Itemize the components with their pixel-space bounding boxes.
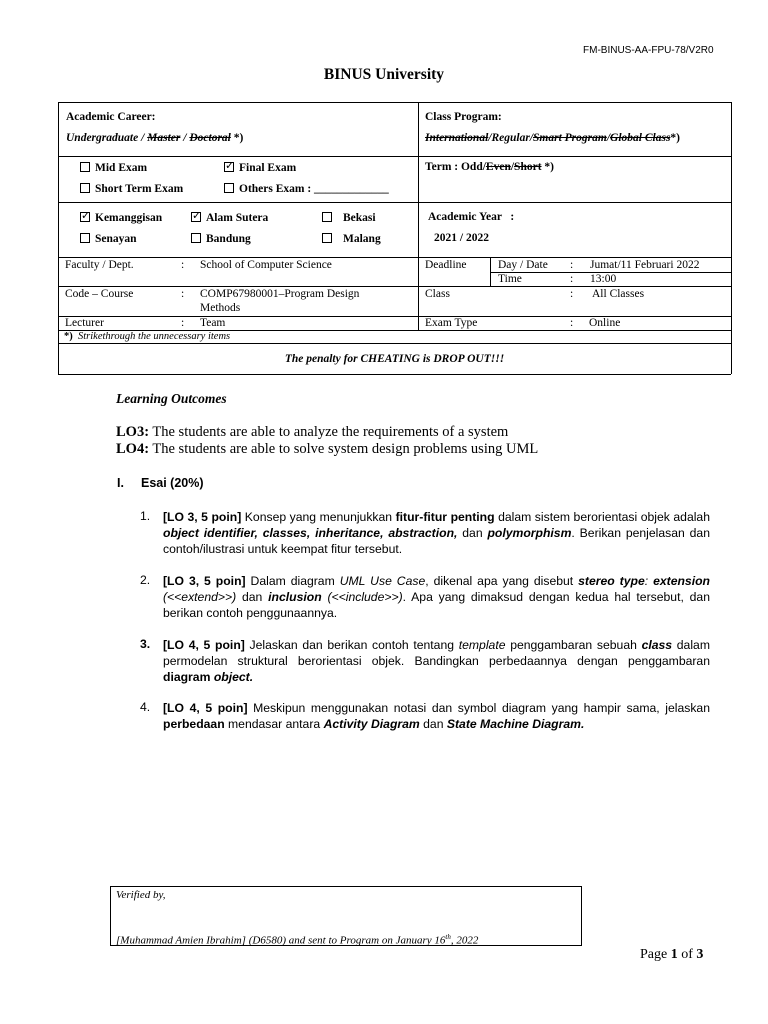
checkbox-checked-icon	[80, 212, 90, 222]
class-value: All Classes	[592, 288, 645, 300]
lecturer-label: Lecturer	[65, 317, 104, 329]
question-3-number: 3.	[140, 637, 151, 651]
checkbox-unchecked-icon	[322, 233, 332, 243]
question-4-text: [LO 4, 5 poin] Meskipun menggunakan notasi dan symbol diagram yang hampir sama, jelaskan perbedaan mendasar antara Activity Diagram dan State Machine Diagram.	[163, 701, 710, 731]
verified-text: [Muhammad Amien Ibrahim] (D6580) and sent to Program on January 16th, 2022	[116, 933, 479, 947]
campus-senayan-option[interactable]: Senayan	[80, 232, 137, 245]
section-title: Esai (20%)	[141, 476, 204, 490]
code-course-colon: :	[181, 288, 185, 300]
exam-type-label: Exam Type	[425, 317, 478, 329]
checkbox-unchecked-icon	[80, 183, 90, 193]
campus-bekasi-option[interactable]: Bekasi	[322, 211, 376, 224]
exam-type-colon: :	[570, 317, 574, 329]
campus-alam-sutera-option[interactable]: ✓ Alam Sutera	[191, 211, 268, 224]
lecturer-value: Team	[200, 317, 226, 329]
deadline-label: Deadline	[425, 259, 467, 271]
academic-career-label: Academic Career:	[66, 111, 156, 123]
academic-year-label: Academic Year :	[428, 211, 515, 223]
code-course-value-line2: Methods	[200, 302, 241, 314]
time-value: 13:00	[590, 273, 617, 285]
question-4-number: 4.	[140, 700, 151, 714]
lo4-text: LO4: The students are able to solve system design problems using UML	[116, 441, 539, 457]
final-exam-option[interactable]: ✓ Final Exam	[224, 161, 296, 174]
day-date-label: Day / Date	[498, 259, 548, 271]
code-course-label: Code – Course	[65, 288, 134, 300]
question-3-text: [LO 4, 5 poin] Jelaskan dan berikan contoh tentang template penggambaran sebuah class dalam permodelan struktural berorientasi objek. Bandingkan perbedaannya dengan penggambaran diagram object.	[163, 638, 710, 684]
checkbox-checked-icon	[191, 212, 201, 222]
faculty-colon: :	[181, 259, 185, 271]
academic-career-value: Undergraduate / Master / Doctoral *)	[66, 132, 244, 144]
campus-kemanggisan-option[interactable]: ✓Kemanggisan	[80, 211, 162, 224]
checkbox-unchecked-icon	[80, 233, 90, 243]
term-value: Term : Odd/Even/Short *)	[425, 161, 554, 173]
checkbox-unchecked-icon	[322, 212, 332, 222]
campus-malang-option[interactable]: Malang	[322, 232, 381, 245]
question-1-number: 1.	[140, 509, 151, 523]
faculty-label: Faculty / Dept.	[65, 259, 134, 271]
day-date-value: Jumat/11 Februari 2022	[590, 259, 700, 271]
academic-year-value: 2021 / 2022	[434, 232, 489, 244]
class-colon: :	[570, 288, 574, 300]
exam-type-value: Online	[589, 317, 621, 329]
checkbox-unchecked-icon	[191, 233, 201, 243]
checkbox-unchecked-icon	[224, 183, 234, 193]
checkbox-checked-icon	[224, 162, 234, 172]
question-2-number: 2.	[140, 573, 151, 587]
penalty-notice: The penalty for CHEATING is DROP OUT!!!	[284, 353, 505, 365]
lecturer-colon: :	[181, 317, 185, 329]
question-1-text: [LO 3, 5 poin] Konsep yang menunjukkan fitur-fitur penting dalam sistem berorientasi objek adalah object identifier, classes, inheritance, abstraction, dan polymorphism. Berikan penjelasan dan contoh/ilustrasi untuk keempat fitur tersebut.	[163, 510, 710, 556]
lo3-text: LO3: The students are able to analyze the requirements of a system	[116, 424, 509, 440]
others-exam-option[interactable]: Others Exam : _____________	[224, 182, 389, 195]
time-label: Time	[498, 273, 522, 285]
class-program-label: Class Program:	[425, 111, 502, 123]
section-number: I.	[117, 476, 124, 490]
class-program-value: International/Regular/Smart Program/Global Class*)	[425, 132, 681, 144]
question-2-text: [LO 3, 5 poin] Dalam diagram UML Use Case, dikenal apa yang disebut stereo type: extension (<<extend>>) dan inclusion (<<include>>). Apa yang dimaksud dengan kedua hal tersebut, dan berikan contoh penggunaannya.	[163, 574, 710, 620]
checkbox-unchecked-icon	[80, 162, 90, 172]
time-colon: :	[570, 273, 574, 285]
day-date-colon: :	[570, 259, 574, 271]
mid-exam-option[interactable]: Mid Exam	[80, 161, 147, 174]
class-label: Class	[425, 288, 450, 300]
strikethrough-note: *) Strikethrough the unnecessary items	[64, 331, 231, 342]
learning-outcomes-title: Learning Outcomes	[116, 391, 227, 406]
campus-bandung-option[interactable]: Bandung	[191, 232, 251, 245]
page-number: Page 1 of 3	[640, 947, 704, 962]
code-course-value-line1: COMP67980001–Program Design	[200, 288, 360, 300]
university-title: BINUS University	[323, 66, 445, 83]
short-term-exam-option[interactable]: Short Term Exam	[80, 182, 183, 195]
form-code: FM-BINUS-AA-FPU-78/V2R0	[583, 45, 714, 56]
verified-label: Verified by,	[116, 889, 166, 901]
faculty-value: School of Computer Science	[200, 259, 332, 271]
